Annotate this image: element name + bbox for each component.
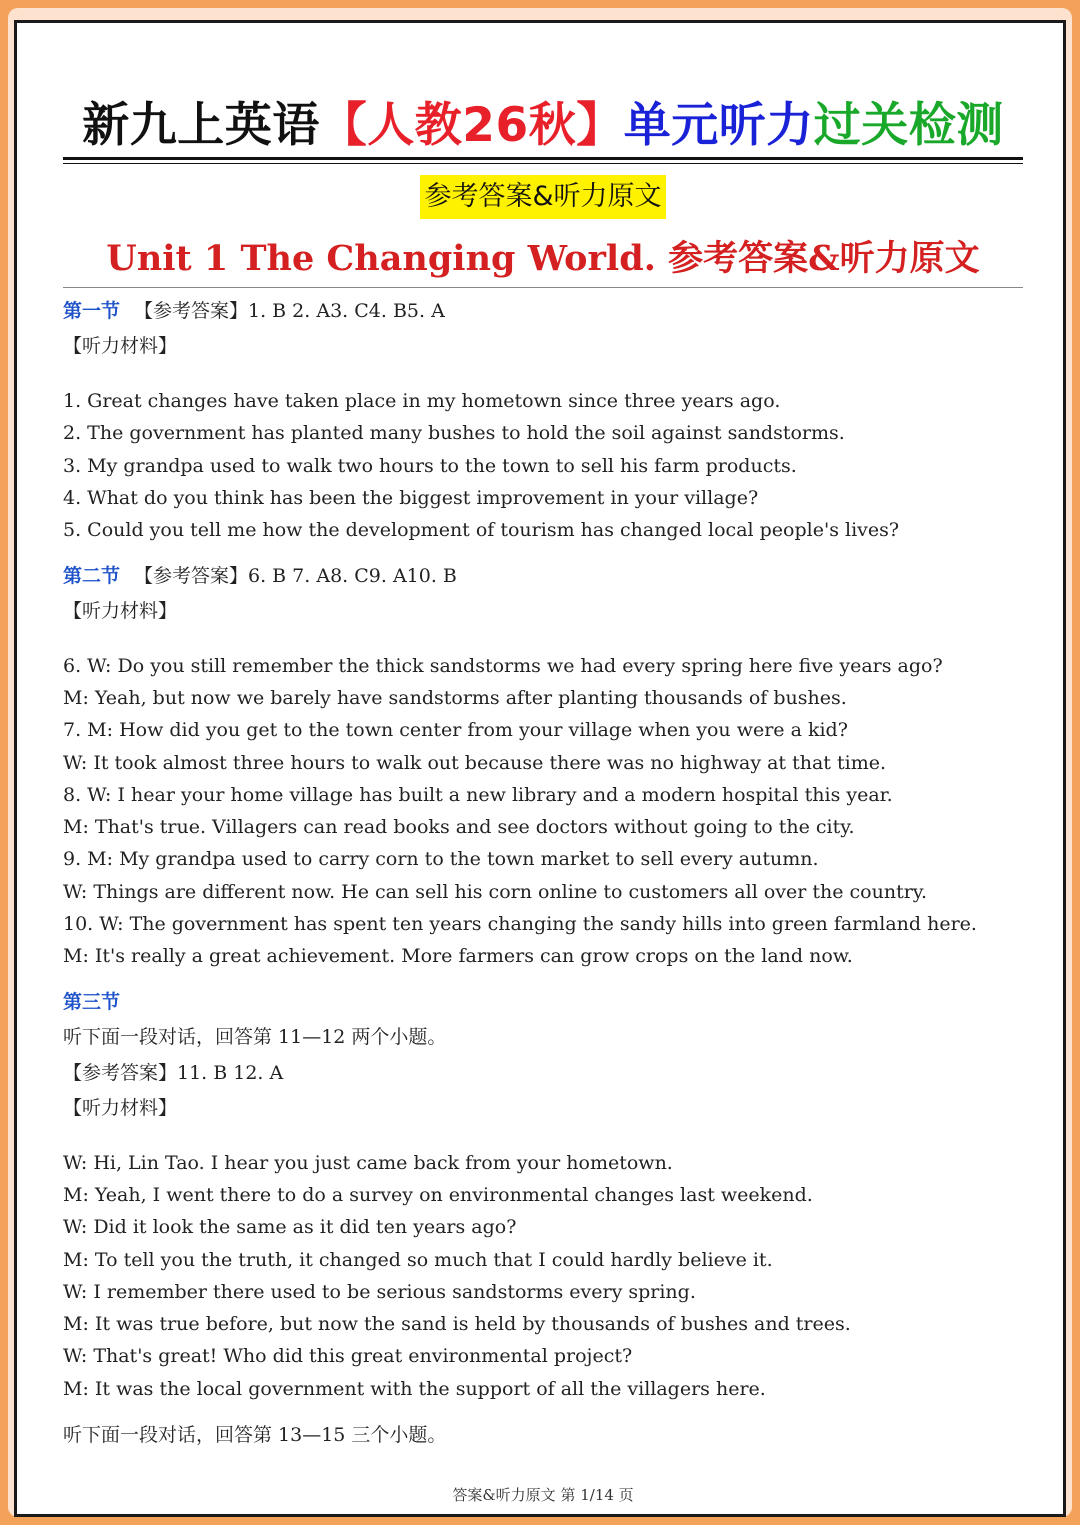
title-part-unit-listening: 单元听力 xyxy=(623,98,814,153)
section2-line: M: It's really a great achievement. More farmers can grow crops on the land now. xyxy=(63,945,853,967)
section3-line: W: I remember there used to be serious sandstorms every spring. xyxy=(63,1281,696,1303)
section2-line: W: Things are different now. He can sell his corn online to customers all over the country. xyxy=(63,881,928,903)
document-page xyxy=(14,20,1066,1517)
section1-line: 1. Great changes have taken place in my hometown since three years ago. xyxy=(63,390,781,412)
section2-line: 7. M: How did you get to the town center from your village when you were a kid? xyxy=(63,719,848,741)
section2-line: 8. W: I hear your home village has built a new library and a modern hospital this year. xyxy=(63,784,893,806)
section3-header xyxy=(63,987,134,1017)
page-footer: 答案&听力原文 第 1/14 页 xyxy=(452,1486,634,1504)
unit-title: Unit 1 The Changing World. 参考答案&听力原文 xyxy=(106,238,980,279)
section2-line: M: That's true. Villagers can read books and see doctors without going to the city. xyxy=(63,816,855,838)
section1-line: 2. The government has planted many bushes to hold the soil against sandstorms. xyxy=(63,422,845,444)
section3-line: M: It was the local government with the support of all the villagers here. xyxy=(63,1378,766,1400)
section2-header xyxy=(63,561,457,591)
section2-line: 6. W: Do you still remember the thick sandstorms we had every spring here five years ago? xyxy=(63,655,943,677)
section3-line: W: That's great! Who did this great environmental project? xyxy=(63,1345,633,1367)
section2-answers: 【参考答案】6. B 7. A8. C9. A10. B xyxy=(134,565,457,587)
unit-divider xyxy=(63,287,1023,288)
subtitle-highlight: 参考答案&听力原文 xyxy=(420,175,665,219)
title-part-edition: 【人教26秋】 xyxy=(319,98,624,153)
section3-line: M: Yeah, I went there to do a survey on environmental changes last weekend. xyxy=(63,1184,813,1206)
section1-answers: 【参考答案】1. B 2. A3. C4. B5. A xyxy=(134,300,445,322)
section3-line: W: Did it look the same as it did ten years ago? xyxy=(63,1216,517,1238)
section2-material-label: 【听力材料】 xyxy=(63,600,178,622)
section2-line: W: It took almost three hours to walk out because there was no highway at that time. xyxy=(63,752,886,774)
section1-line: 4. What do you think has been the biggest improvement in your village? xyxy=(63,487,759,509)
title-divider xyxy=(63,157,1023,160)
section1-label: 第一节 xyxy=(63,300,121,322)
section1-header xyxy=(63,296,445,326)
section3-line: W: Hi, Lin Tao. I hear you just came back from your hometown. xyxy=(63,1152,673,1174)
section2-line: 9. M: My grandpa used to carry corn to the town market to sell every autumn. xyxy=(63,848,819,870)
title-part-grade: 新九上英语 xyxy=(82,98,320,153)
section3-line: M: It was true before, but now the sand is held by thousands of bushes and trees. xyxy=(63,1313,851,1335)
section2-label: 第二节 xyxy=(63,565,121,587)
section1-line: 3. My grandpa used to walk two hours to the town to sell his farm products. xyxy=(63,455,797,477)
section3-answers: 【参考答案】11. B 12. A xyxy=(63,1062,284,1084)
document-title xyxy=(63,91,1023,161)
section2-line: M: Yeah, but now we barely have sandstorms after planting thousands of bushes. xyxy=(63,687,847,709)
subtitle-row xyxy=(63,175,1023,219)
section2-line: 10. W: The government has spent ten years changing the sandy hills into green farmland here. xyxy=(63,913,977,935)
section3-line: M: To tell you the truth, it changed so much that I could hardly believe it. xyxy=(63,1249,773,1271)
title-part-check: 过关检测 xyxy=(813,98,1004,153)
section3-instruction: 听下面一段对话，回答第 11—12 两个小题。 xyxy=(63,1026,447,1048)
section3-next-instruction: 听下面一段对话，回答第 13—15 三个小题。 xyxy=(63,1424,447,1446)
section3-label: 第三节 xyxy=(63,991,121,1013)
title-divider-thin xyxy=(63,163,1023,164)
section1-material-label: 【听力材料】 xyxy=(63,335,178,357)
section3-material-label: 【听力材料】 xyxy=(63,1097,178,1119)
section1-line: 5. Could you tell me how the development of tourism has changed local people's lives? xyxy=(63,519,900,541)
